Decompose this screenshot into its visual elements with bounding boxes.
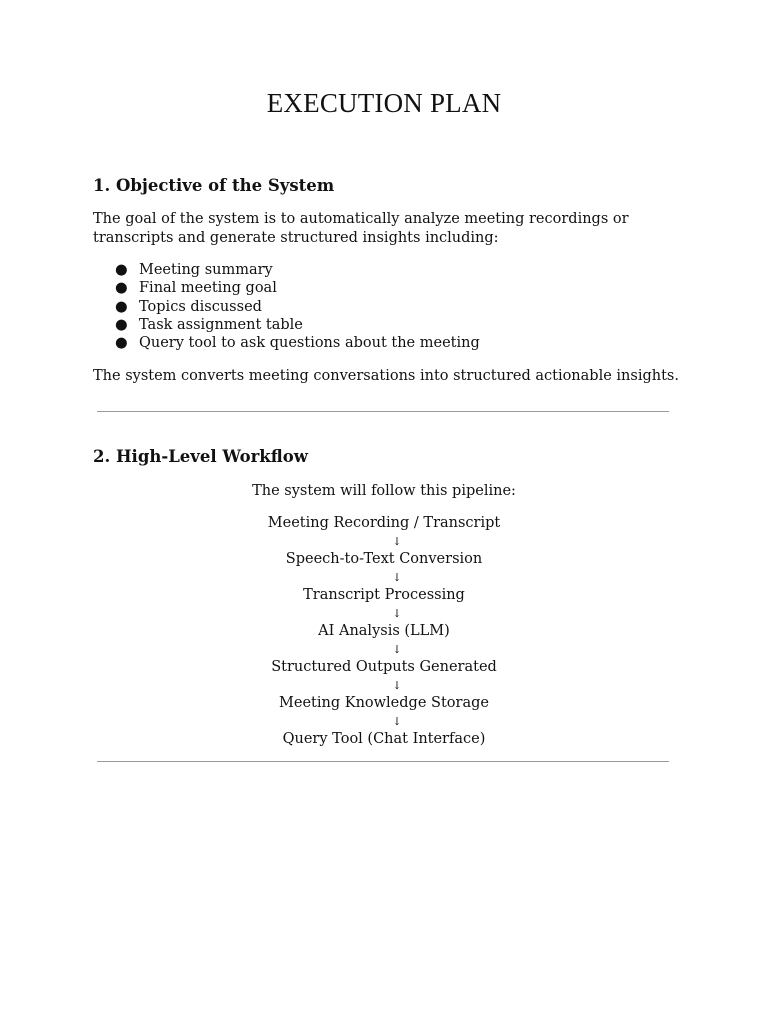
down-arrow-icon: ↓ xyxy=(392,679,402,692)
list-item xyxy=(93,279,480,297)
list-item-text: Query tool to ask questions about the meeting xyxy=(139,335,480,352)
section-divider-2 xyxy=(97,761,669,762)
down-arrow-icon: ↓ xyxy=(392,643,402,656)
bullet-icon: ● xyxy=(115,316,128,333)
down-arrow-icon: ↓ xyxy=(392,571,402,584)
workflow-intro: The system will follow this pipeline: xyxy=(252,483,516,499)
bullet-icon: ● xyxy=(115,298,128,315)
list-item-text: Topics discussed xyxy=(139,298,262,315)
objective-bullet-list xyxy=(93,261,480,352)
pipeline-step: Speech-to-Text Conversion xyxy=(285,551,483,567)
bullet-icon: ● xyxy=(115,262,128,278)
bullet-icon: ● xyxy=(115,335,128,352)
down-arrow-icon: ↓ xyxy=(392,607,402,620)
section-heading-objective: 1. Objective of the System xyxy=(93,176,335,195)
pipeline-step: AI Analysis (LLM) xyxy=(318,623,450,639)
down-arrow-icon: ↓ xyxy=(392,535,402,548)
pipeline-step: Query Tool (Chat Interface) xyxy=(282,731,486,747)
objective-intro-line-1: The goal of the system is to automatically analyze meeting recordings or xyxy=(93,211,629,227)
workflow-pipeline xyxy=(0,514,768,749)
list-item xyxy=(93,316,480,334)
section-heading-workflow: 2. High-Level Workflow xyxy=(93,447,308,466)
list-item xyxy=(93,261,480,279)
down-arrow-icon: ↓ xyxy=(392,715,402,728)
pipeline-step: Meeting Recording / Transcript xyxy=(267,515,501,531)
objective-intro-line-2: transcripts and generate structured insights including: xyxy=(93,229,499,246)
document-title: EXECUTION PLAN xyxy=(266,88,502,118)
pipeline-step: Meeting Knowledge Storage xyxy=(279,695,489,711)
list-item xyxy=(93,334,480,352)
objective-conclusion: The system converts meeting conversations into structured actionable insights. xyxy=(93,368,679,384)
pipeline-step: Transcript Processing xyxy=(303,587,465,603)
pipeline-step: Structured Outputs Generated xyxy=(271,659,497,675)
list-item-text: Meeting summary xyxy=(139,262,273,278)
list-item-text: Task assignment table xyxy=(139,316,303,333)
section-divider-1 xyxy=(97,411,669,412)
list-item xyxy=(93,298,480,316)
bullet-icon: ● xyxy=(115,280,128,297)
list-item-text: Final meeting goal xyxy=(139,280,277,297)
